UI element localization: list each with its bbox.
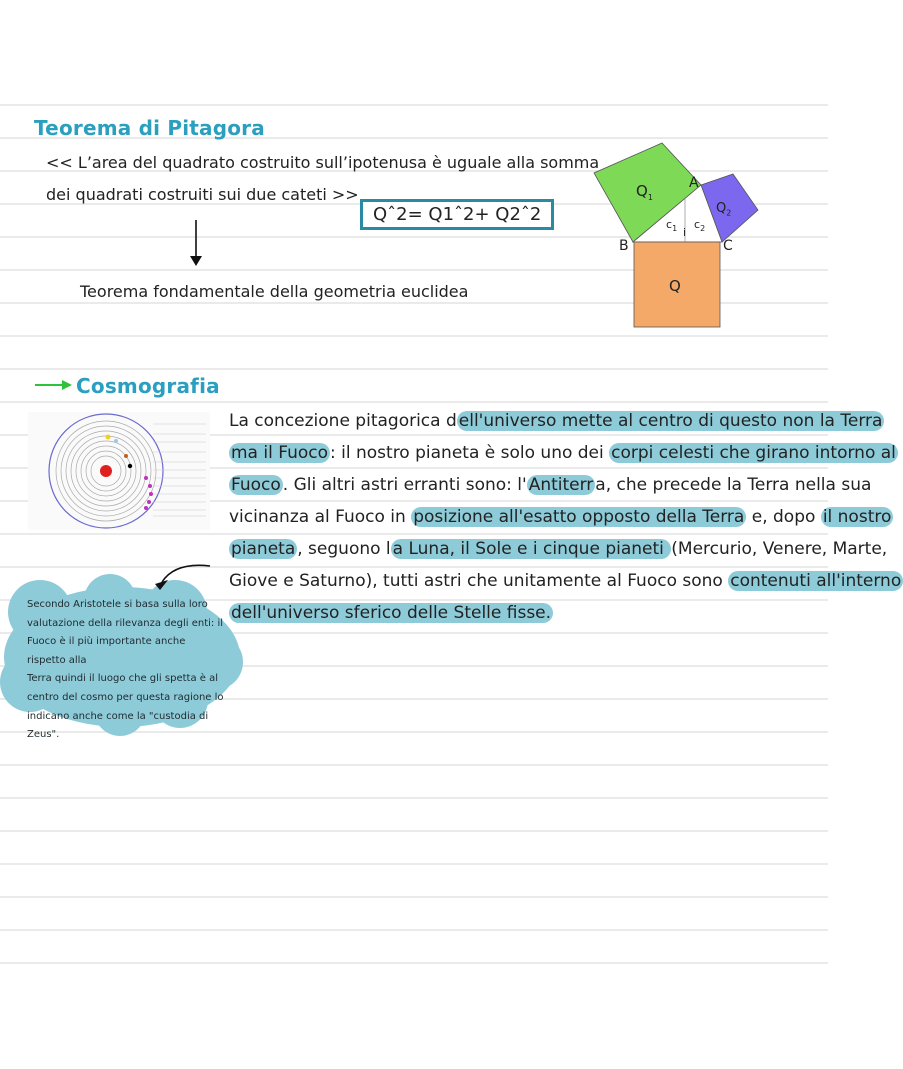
highlighted-text: Fuoco (231, 475, 281, 495)
plain-text: La concezione pitagorica d (229, 411, 457, 431)
highlighted-text: posizione all'esatto opposto della Terra (413, 507, 745, 527)
label-c1: $c_1$ (666, 218, 678, 234)
plain-text: a, che precede la Terra nella sua (595, 475, 872, 495)
paragraph-line (229, 405, 883, 437)
plain-text: e, dopo (746, 507, 821, 527)
section-title-pitagora: Teorema di Pitagora (34, 116, 265, 140)
aristotle-note (27, 596, 227, 745)
label-c2: $c_2$ (694, 218, 706, 234)
pythagoras-diagram (590, 140, 770, 330)
theorem-quote-line-2: dei quadrati costruiti sui due cateti >> (46, 185, 359, 204)
label-a: A (689, 175, 699, 191)
highlighted-text: a Luna, il Sole e i cinque pianeti (392, 539, 670, 559)
paragraph-line (229, 469, 872, 501)
note-line: Terra quindi il luogo che gli spetta è al (27, 673, 218, 685)
highlighted-text: ma il Fuoco (231, 443, 329, 463)
central-fire (100, 465, 112, 477)
curved-arrow-icon (150, 560, 212, 590)
highlighted-text: dell'universo sferico delle Stelle fisse. (231, 603, 552, 623)
label-c: C (723, 238, 733, 254)
paragraph-line (229, 501, 892, 533)
plain-text: (Mercurio, Venere, Marte, (671, 539, 888, 559)
highlighted-text: corpi celesti che girano intorno al (611, 443, 896, 463)
label-b: B (619, 238, 629, 254)
green-arrow-icon (34, 378, 74, 392)
paragraph-line (229, 597, 819, 629)
label-i: i (683, 226, 687, 239)
formula-box: Qˆ2= Q1ˆ2+ Q2ˆ2 (360, 199, 554, 230)
cosmografia-paragraph (229, 405, 902, 629)
highlighted-text: ell'universo mette al centro di questo non la Terra (458, 411, 883, 431)
note-line: valutazione della rilevanza degli enti: il (27, 617, 224, 629)
section-title-cosmografia: Cosmografia (76, 374, 220, 398)
highlighted-text: pianeta (231, 539, 296, 559)
highlighted-text: Antiterr (528, 475, 594, 495)
paragraph-line (229, 533, 888, 565)
note-line: centro del cosmo per questa ragione lo (27, 691, 224, 703)
plain-text: vicinanza al Fuoco in (229, 507, 412, 527)
plain-text: . Gli altri astri erranti sono: l' (282, 475, 527, 495)
theorem-conclusion: Teorema fondamentale della geometria euclidea (80, 282, 469, 301)
highlighted-text: contenuti all'interno (730, 571, 902, 591)
plain-text: Giove e Saturno), tutti astri che unitamente al Fuoco sono (229, 571, 729, 591)
plain-text: : il nostro pianeta è solo uno dei (330, 443, 610, 463)
note-line: Fuoco è il più importante anche rispetto alla (27, 636, 186, 666)
paragraph-line (229, 565, 902, 597)
note-line: Secondo Aristotele si basa sulla loro (27, 599, 208, 610)
label-q: Q (669, 277, 681, 295)
plain-text: , seguono l (297, 539, 391, 559)
label-q2: $Q_2$ (716, 201, 732, 218)
cosmos-diagram (28, 412, 210, 530)
label-q1: $Q_1$ (636, 182, 653, 202)
note-line: indicano anche come la "custodia di Zeus". (27, 710, 209, 741)
paragraph-line (229, 437, 896, 469)
down-arrow-icon (188, 218, 204, 268)
highlighted-text: il nostro (822, 507, 892, 527)
theorem-quote-line-1: << L’area del quadrato costruito sull’ipotenusa è uguale alla somma (46, 153, 600, 172)
